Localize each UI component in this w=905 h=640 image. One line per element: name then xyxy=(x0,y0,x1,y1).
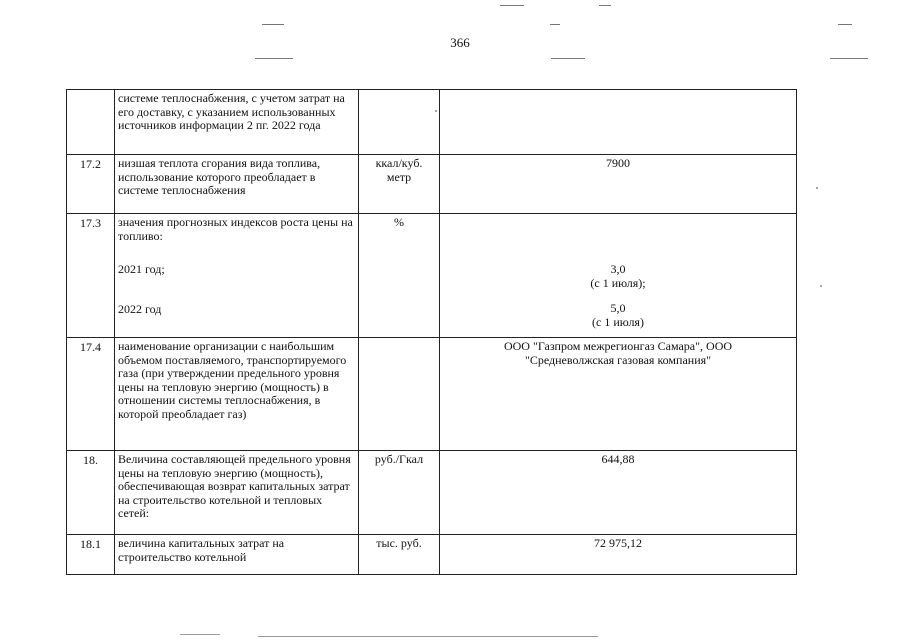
row-unit: ккал/куб. метр xyxy=(359,155,440,214)
row-description xyxy=(115,214,359,338)
row-number: 18. xyxy=(67,451,115,535)
scan-artifact xyxy=(262,24,284,25)
sub-note: (с 1 июля); xyxy=(590,275,646,290)
row-unit: руб./Гкал xyxy=(359,451,440,535)
scan-artifact xyxy=(180,634,220,635)
organization-names: ООО "Газпром межрегионгаз Самара", ООО "Средневолжская газовая компания" xyxy=(503,339,733,367)
row-number: 17.2 xyxy=(67,155,115,214)
sub-label: 2022 год xyxy=(118,301,162,316)
row-value xyxy=(440,338,797,451)
scan-artifact xyxy=(838,24,852,25)
row-value xyxy=(440,214,797,338)
scan-artifact xyxy=(258,636,598,637)
scan-artifact xyxy=(500,5,524,6)
sub-label: 2021 год; xyxy=(118,262,165,276)
row-unit xyxy=(359,90,440,155)
row-value xyxy=(440,90,797,155)
page-number: 366 xyxy=(450,35,470,50)
scan-artifact xyxy=(255,58,293,59)
scan-artifact xyxy=(830,58,868,59)
scan-artifact xyxy=(551,58,585,59)
sub-note: (с 1 июля) xyxy=(592,314,644,329)
sub-value: 3,0 xyxy=(610,262,626,276)
row-description: Величина составляющей предельного уровня цены на тепловую энергию (мощность), обеспечивающая возврат капитальных затрат на строительство котельной и тепловых сетей: xyxy=(115,451,359,535)
row-unit: тыс. руб. xyxy=(359,535,440,575)
row-number: 17.3 xyxy=(67,214,115,338)
row-value: 7900 xyxy=(440,155,797,214)
row-value: 644,88 xyxy=(440,451,797,535)
row-number: 18.1 xyxy=(67,535,115,575)
scan-artifact xyxy=(550,24,560,25)
sub-value: 5,0 xyxy=(610,301,626,315)
tariff-table xyxy=(66,89,797,575)
table-row xyxy=(67,451,797,535)
table-row xyxy=(67,155,797,214)
table-row xyxy=(67,90,797,155)
row-number: 17.4 xyxy=(67,338,115,451)
scan-dot xyxy=(816,187,818,189)
row-description: низшая теплота сгорания вида топлива, использование которого преобладает в системе теплоснабжения xyxy=(115,155,359,214)
scan-artifact xyxy=(599,5,611,6)
table-row xyxy=(67,535,797,575)
row-description: системе теплоснабжения, с учетом затрат на его доставку, с указанием использованных источников информации 2 пг. 2022 года xyxy=(115,90,359,155)
row-description-text: значения прогнозных индексов роста цены на топливо: xyxy=(118,215,353,243)
row-value: 72 975,12 xyxy=(440,535,797,575)
table-row xyxy=(67,214,797,338)
row-unit xyxy=(359,338,440,451)
scan-dot xyxy=(820,285,822,287)
row-description: наименование организации с наибольшим объемом поставляемого, транспортируемого газа (при утверждении предельного уровня цены на тепловую энергию (мощность) в отношении системы теплоснабжения, в которой преобладает газ) xyxy=(115,338,359,451)
row-unit: % xyxy=(359,214,440,338)
row-number xyxy=(67,90,115,155)
row-description: величина капитальных затрат на строительство котельной xyxy=(115,535,359,575)
table-row xyxy=(67,338,797,451)
